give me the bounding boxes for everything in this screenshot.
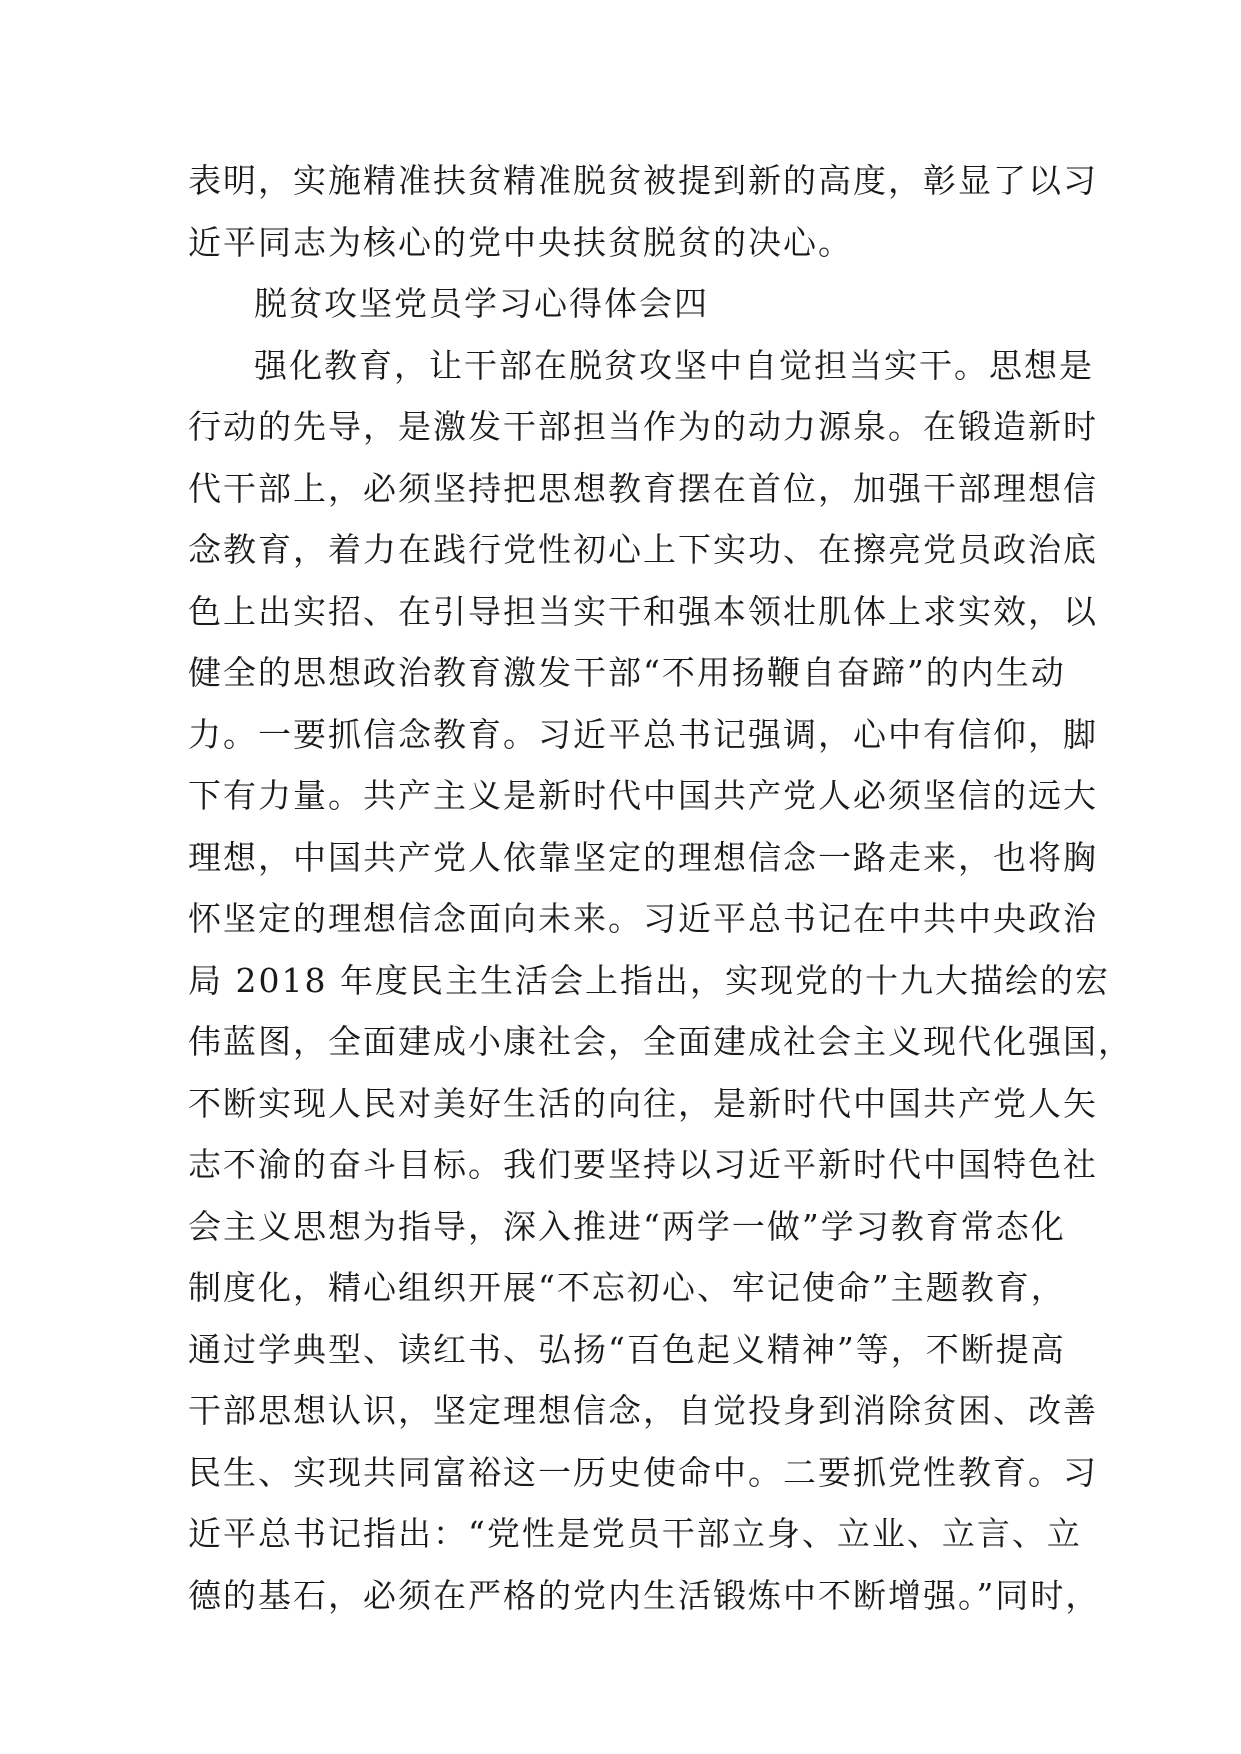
body-text [188,150,1133,1626]
text-line: 志不渝的奋斗目标。我们要坚持以习近平新时代中国特色社 [188,1145,1098,1184]
text-line: 近平总书记指出：“党性是党员干部立身、立业、立言、立 [188,1514,1082,1553]
text-line: 怀坚定的理想信念面向未来。习近平总书记在中共中央政治 [188,899,1098,938]
text-line: 局 2018 年度民主生活会上指出，实现党的十九大描绘的宏 [188,960,1110,1000]
text-line: 民生、实现共同富裕这一历史使命中。二要抓党性教育。习 [188,1452,1098,1492]
text-line: 行动的先导，是激发干部担当作为的动力源泉。在锻造新时 [188,407,1098,446]
text-line: 色上出实招、在引导担当实干和强本领壮肌体上求实效，以 [188,591,1098,631]
text-line: 干部思想认识，坚定理想信念，自觉投身到消除贫困、改善 [188,1391,1098,1430]
text-line: 德的基石，必须在严格的党内生活锻炼中不断增强。”同时， [188,1575,1101,1615]
text-line: 通过学典型、读红书、弘扬“百色起义精神”等，不断提高 [188,1329,1066,1369]
text-line: 会主义思想为指导，深入推进“两学一做”学习教育常态化 [188,1206,1066,1246]
text-line: 强化教育，让干部在脱贫攻坚中自觉担当实干。思想是 [254,345,1094,385]
text-line: 表明，实施精准扶贫精准脱贫被提到新的高度，彰显了以习 [188,161,1098,200]
text-line: 健全的思想政治教育激发干部“不用扬鞭自奋蹄”的内生动 [188,653,1066,692]
text-line: 代干部上，必须坚持把思想教育摆在首位，加强干部理想信 [188,468,1098,508]
text-line: 下有力量。共产主义是新时代中国共产党人必须坚信的远大 [188,776,1098,815]
text-line: 近平同志为核心的党中央扶贫脱贫的决心。 [188,222,853,262]
text-line: 理想，中国共产党人依靠坚定的理想信念一路走来，也将胸 [188,837,1098,877]
text-line: 力。一要抓信念教育。习近平总书记强调，心中有信仰，脚 [188,714,1098,754]
text-line: 伟蓝图，全面建成小康社会，全面建成社会主义现代化强国， [188,1022,1133,1061]
text-line: 念教育，着力在践行党性初心上下实功、在擦亮党员政治底 [188,530,1098,569]
text-line: 不断实现人民对美好生活的向往，是新时代中国共产党人矢 [188,1083,1098,1123]
text-line: 制度化，精心组织开展“不忘初心、牢记使命”主题教育， [188,1268,1066,1307]
section-heading: 脱贫攻坚党员学习心得体会四 [254,284,709,323]
